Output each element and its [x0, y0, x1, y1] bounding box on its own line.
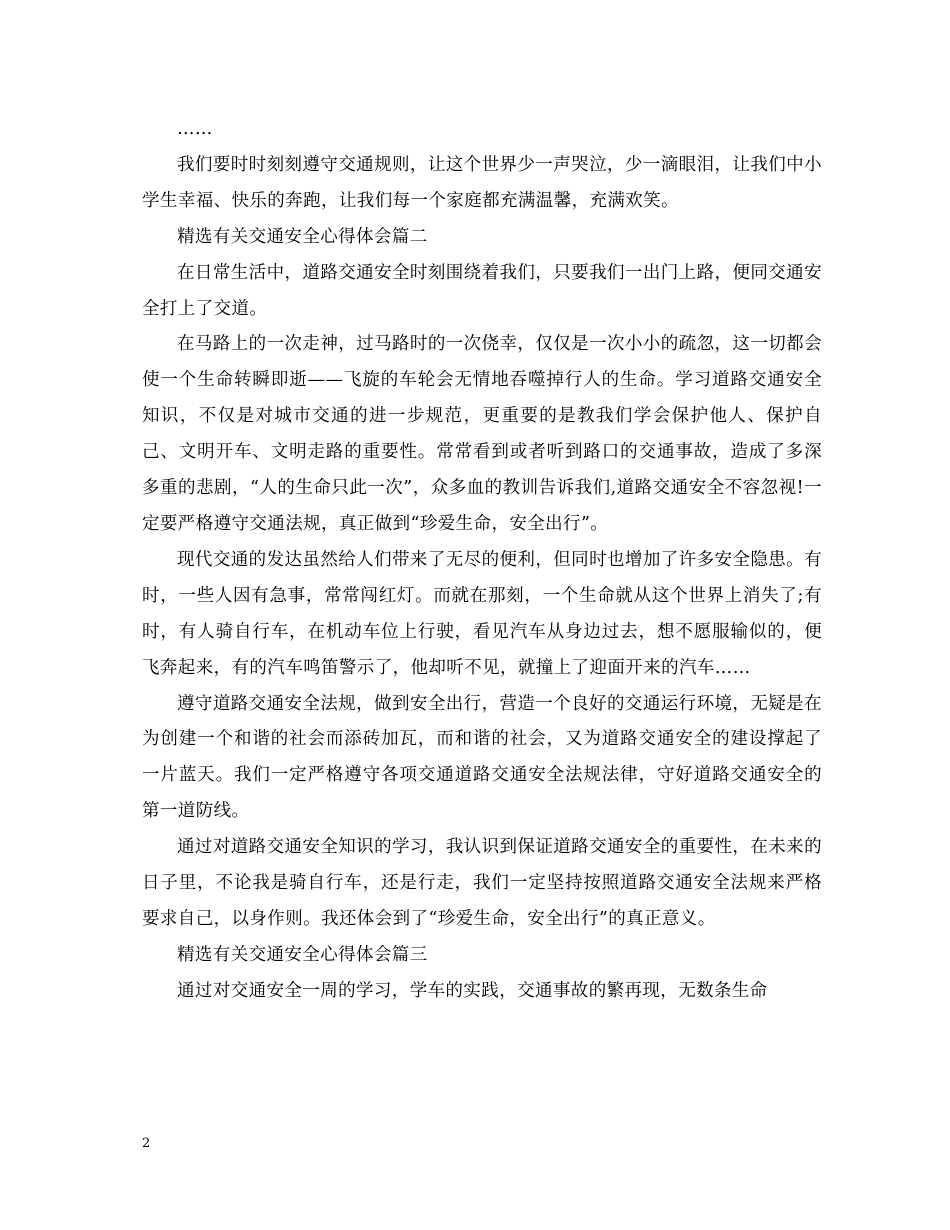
paragraph: 现代交通的发达虽然给人们带来了无尽的便利，但同时也增加了许多安全隐患。有时，一些人因有急事，常常闯红灯。而就在那刻，一个生命就从这个世界上消失了;有时，有人骑自行车，在机动车位上行驶，看见汽车从身边过去，想不愿服输似的，便飞奔起来，有的汽车鸣笛警示了，他却听不见，就撞上了迎面开来的汽车……: [142, 549, 822, 678]
section-heading-part-three: 精选有关交通安全心得体会篇三: [177, 944, 428, 965]
document-body: [142, 112, 822, 1010]
paragraph: 通过对道路交通安全知识的学习，我认识到保证道路交通安全的重要性，在未来的日子里，不论我是骑自行车，还是行走，我们一定坚持按照道路交通安全法规来严格要求自己，以身作则。我还体会到了“珍爱生命，安全出行”的真正意义。: [142, 837, 822, 929]
paragraph: 在日常生活中，道路交通安全时刻围绕着我们，只要我们一出门上路，便同交通安全打上了交道。: [142, 262, 822, 319]
paragraph: 通过对交通安全一周的学习，学车的实践，交通事故的繁再现，无数条生命: [177, 980, 768, 1001]
section-heading-part-two: 精选有关交通安全心得体会篇二: [177, 226, 428, 247]
paragraph: 在马路上的一次走神，过马路时的一次侥幸，仅仅是一次小小的疏忽，这一切都会使一个生命转瞬即逝——飞旋的车轮会无情地吞噬掉行人的生命。学习道路交通安全知识，不仅是对城市交通的进一步规范，更重要的是教我们学会保护他人、保护自己、文明开车、文明走路的重要性。常常看到或者听到路口的交通事故，造成了多深多重的悲剧，“人的生命只此一次”，众多血的教训告诉我们,道路交通安全不容忽视!一定要严格遵守交通法规，真正做到“珍爱生命，安全出行”。: [142, 334, 822, 534]
paragraph-ellipsis: ……: [177, 119, 213, 139]
paragraph: 遵守道路交通安全法规，做到安全出行，营造一个良好的交通运行环境，无疑是在为创建一个和谐的社会而添砖加瓦，而和谐的社会，又为道路交通安全的建设撑起了一片蓝天。我们一定严格遵守各项交通道路交通安全法规法律，守好道路交通安全的第一道防线。: [142, 693, 822, 822]
paragraph: 我们要时时刻刻遵守交通规则，让这个世界少一声哭泣，少一滴眼泪，让我们中小学生幸福、快乐的奔跑，让我们每一个家庭都充满温馨，充满欢笑。: [142, 154, 822, 211]
page-number: 2: [142, 1136, 151, 1151]
